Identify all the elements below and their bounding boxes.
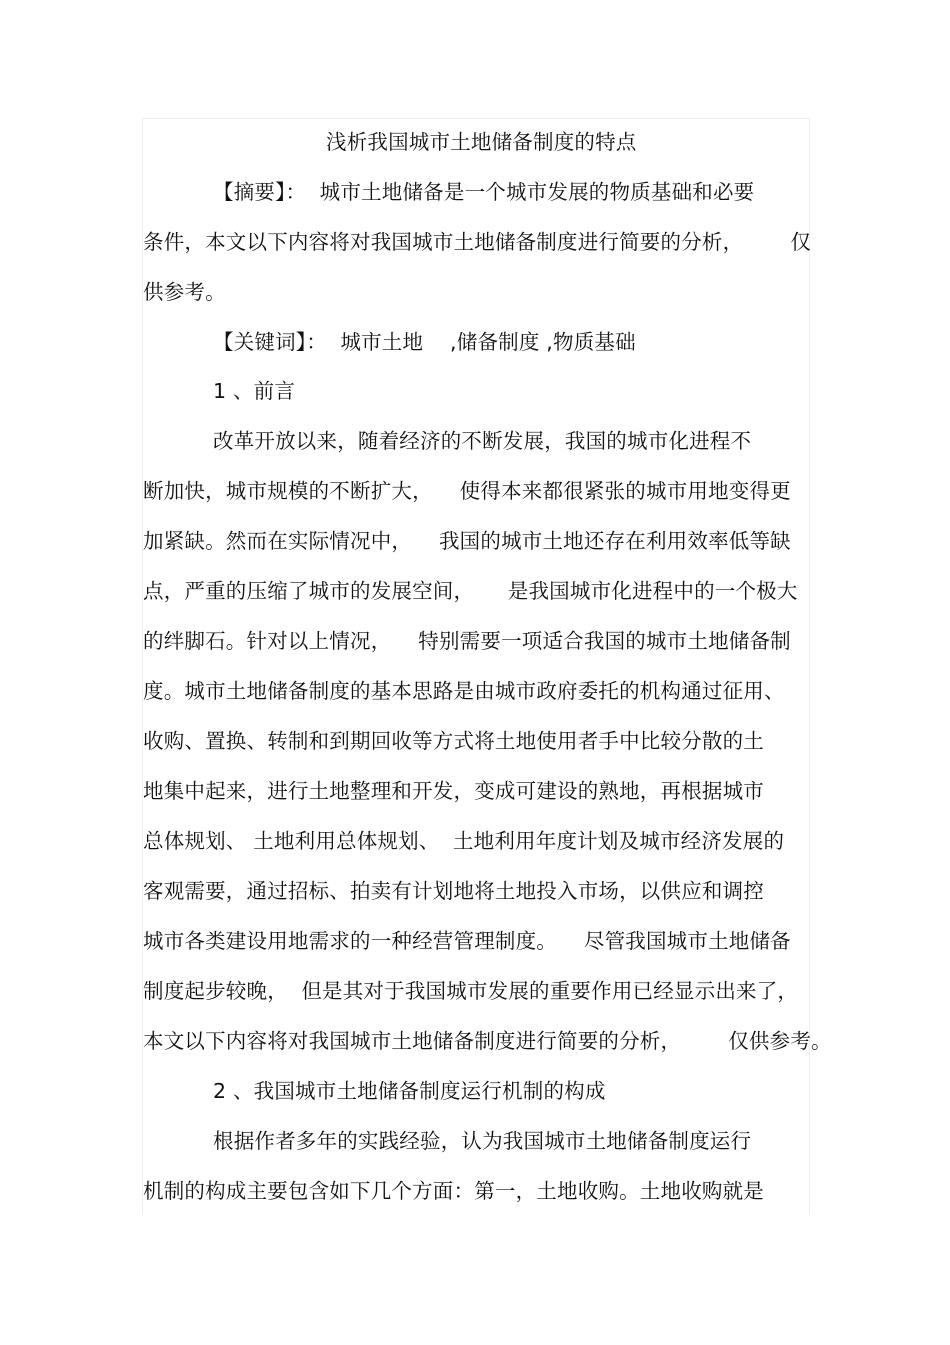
keywords-line: 【关键词】： 城市土地 ,储备制度 ,物质基础 bbox=[213, 330, 636, 354]
paragraph-line: 制度起步较晚， 但是其对于我国城市发展的重要作用已经显示出来了， bbox=[143, 979, 799, 1003]
paragraph-line: 断加快，城市规模的不断扩大， 使得本来都很紧张的城市用地变得更 bbox=[143, 479, 791, 503]
paragraph-line: 加紧缺。然而在实际情况中， 我国的城市土地还存在利用效率低等缺 bbox=[143, 529, 791, 553]
paragraph-line: 根据作者多年的实践经验，认为我国城市土地储备制度运行 bbox=[213, 1129, 752, 1153]
paragraph-line: 改革开放以来，随着经济的不断发展，我国的城市化进程不 bbox=[213, 429, 752, 453]
paragraph-line: 城市各类建设用地需求的一种经营管理制度。 尽管我国城市土地储备 bbox=[143, 929, 791, 953]
document-title: 浅析我国城市土地储备制度的特点 bbox=[326, 130, 637, 154]
paragraph-line: 机制的构成主要包含如下几个方面：第一，土地收购。土地收购就是 bbox=[143, 1179, 764, 1203]
paragraph-line: 本文以下内容将对我国城市土地储备制度进行简要的分析， 仅供参考。 bbox=[143, 1029, 832, 1053]
paragraph-line: 的绊脚石。针对以上情况， 特别需要一项适合我国的城市土地储备制 bbox=[143, 629, 791, 653]
paragraph-line: 度。城市土地储备制度的基本思路是由城市政府委托的机构通过征用、 bbox=[143, 679, 785, 703]
paragraph-line: 地集中起来，进行土地整理和开发，变成可建设的熟地，再根据城市 bbox=[143, 779, 764, 803]
paragraph-line: 客观需要，通过招标、拍卖有计划地将土地投入市场，以供应和调控 bbox=[143, 879, 764, 903]
abstract-line: 供参考。 bbox=[143, 280, 226, 304]
abstract-line: 【摘要】： 城市土地储备是一个城市发展的物质基础和必要 bbox=[213, 180, 755, 204]
section-heading: 1 、前言 bbox=[213, 379, 296, 403]
paragraph-line: 点，严重的压缩了城市的发展空间， 是我国城市化进程中的一个极大 bbox=[143, 579, 798, 603]
paragraph-line: 总体规划、 土地利用总体规划、 土地利用年度计划及城市经济发展的 bbox=[143, 829, 785, 853]
section-heading: 2 、我国城市土地储备制度运行机制的构成 bbox=[213, 1079, 606, 1103]
abstract-line: 条件，本文以下内容将对我国城市土地储备制度进行简要的分析， 仅 bbox=[143, 230, 812, 254]
paragraph-line: 收购、置换、转制和到期回收等方式将土地使用者手中比较分散的土 bbox=[143, 729, 764, 753]
